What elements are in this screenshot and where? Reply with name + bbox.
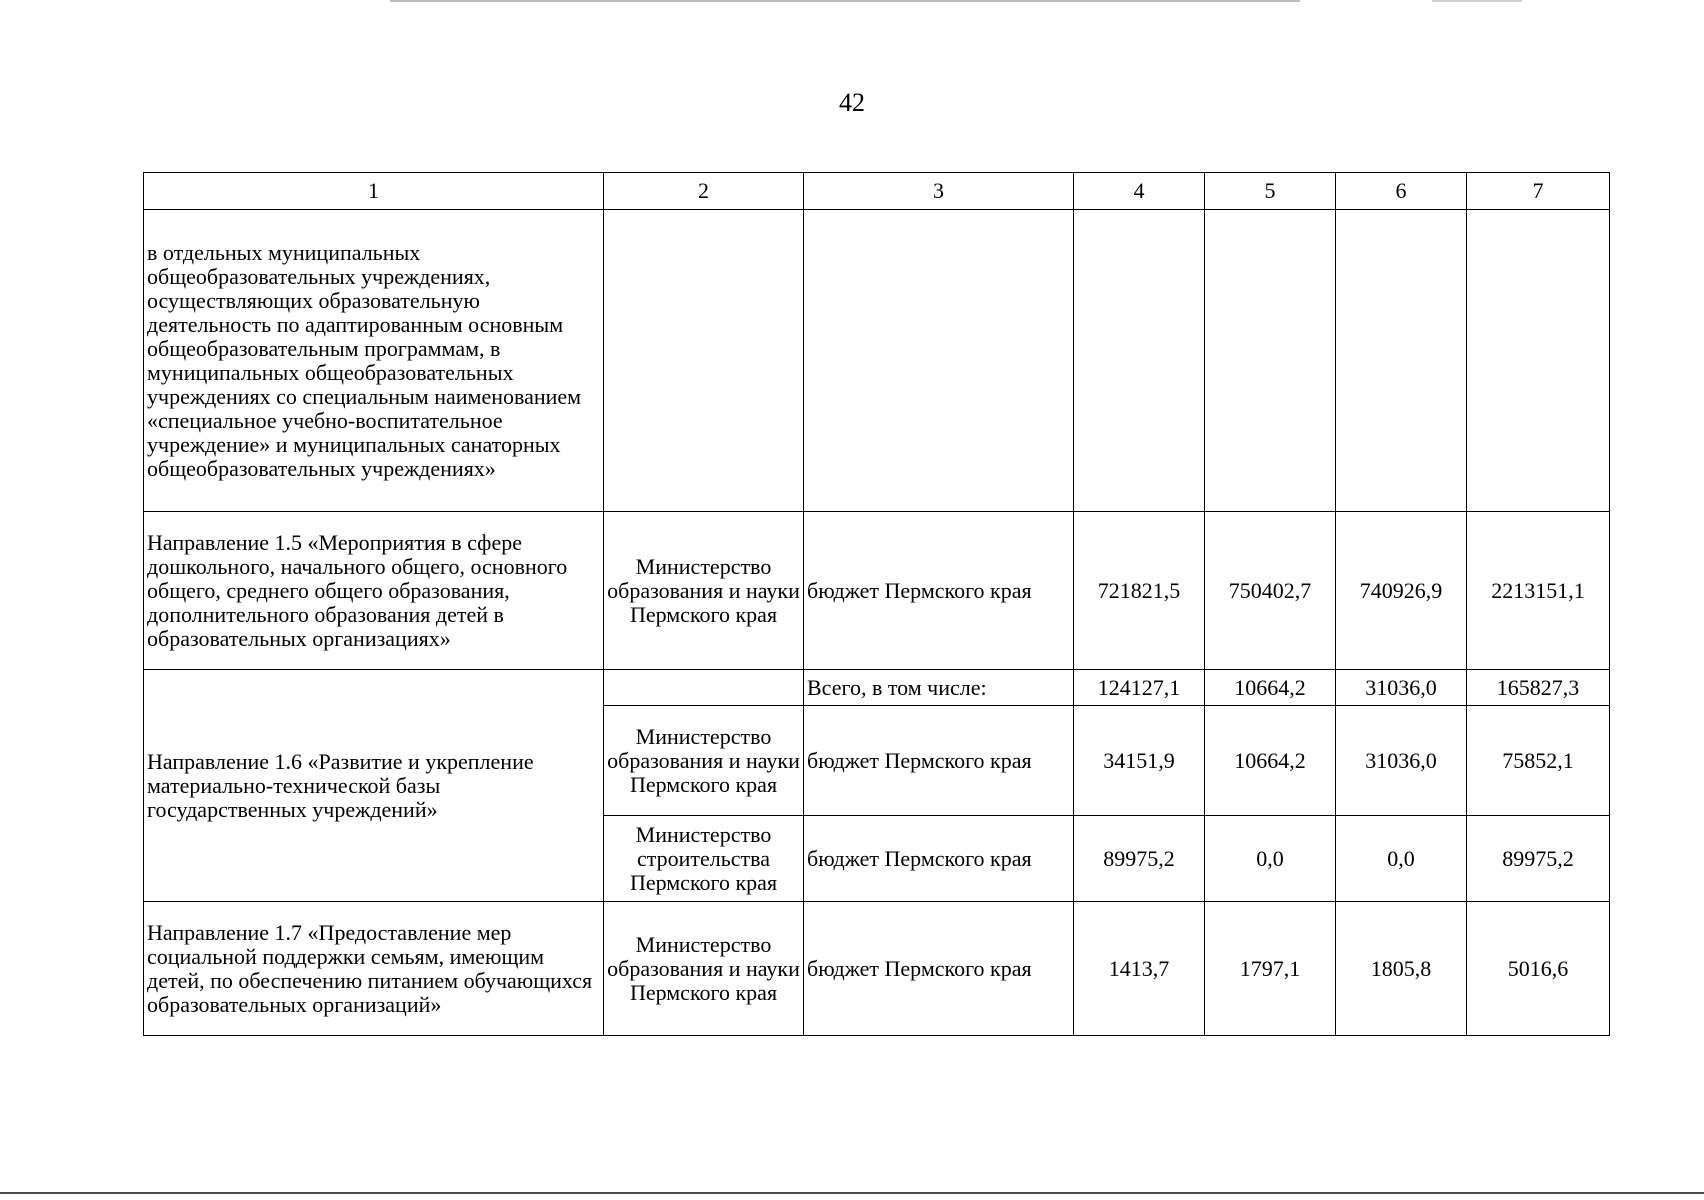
direction-1-7-value-5: 1797,1 bbox=[1205, 902, 1336, 1036]
empty-cell bbox=[1467, 210, 1610, 512]
table-row-continuation bbox=[144, 210, 1610, 512]
column-header-7: 7 bbox=[1467, 173, 1610, 210]
direction-1-5-value-6: 740926,9 bbox=[1336, 512, 1467, 670]
direction-1-6-description: Направление 1.6 «Развитие и укрепление материально-технической базы государственных учреждений» bbox=[144, 670, 604, 902]
direction-1-6-total-value-5: 10664,2 bbox=[1205, 670, 1336, 706]
table-row-direction-1-6-total bbox=[144, 670, 1610, 706]
empty-cell bbox=[1336, 210, 1467, 512]
column-header-4: 4 bbox=[1074, 173, 1205, 210]
continuation-description: в отдельных муниципальных общеобразовательных учреждениях, осуществляющих образовательную деятельность по адаптированным основным общеобразовательным программам, в муниципальных общеобразовательных учреждениях со специальным наименованием «специальное учебно-воспитательное учреждение» и муниципальных санаторных общеобразовательных учреждениях» bbox=[144, 210, 604, 512]
direction-1-6-sub1-value-4: 34151,9 bbox=[1074, 706, 1205, 816]
direction-1-6-sub1-value-6: 31036,0 bbox=[1336, 706, 1467, 816]
table-row-direction-1-5 bbox=[144, 512, 1610, 670]
direction-1-6-sub2-value-4: 89975,2 bbox=[1074, 816, 1205, 902]
direction-1-5-value-5: 750402,7 bbox=[1205, 512, 1336, 670]
direction-1-6-sub1-value-7: 75852,1 bbox=[1467, 706, 1610, 816]
direction-1-6-sub2-source: бюджет Пермского края bbox=[804, 816, 1074, 902]
direction-1-7-org: Министерство образования и науки Пермского края bbox=[604, 902, 804, 1036]
direction-1-7-value-6: 1805,8 bbox=[1336, 902, 1467, 1036]
scan-edge-top bbox=[390, 0, 1300, 2]
direction-1-5-value-4: 721821,5 bbox=[1074, 512, 1205, 670]
direction-1-6-total-org bbox=[604, 670, 804, 706]
page-number: 42 bbox=[839, 88, 865, 117]
direction-1-5-org: Министерство образования и науки Пермского края bbox=[604, 512, 804, 670]
direction-1-6-sub1-org: Министерство образования и науки Пермского края bbox=[604, 706, 804, 816]
direction-1-7-source: бюджет Пермского края bbox=[804, 902, 1074, 1036]
direction-1-5-description: Направление 1.5 «Мероприятия в сфере дошкольного, начального общего, основного общего, среднего общего образования, дополнительного образования детей в образовательных организациях» bbox=[144, 512, 604, 670]
direction-1-6-sub1-value-5: 10664,2 bbox=[1205, 706, 1336, 816]
column-header-6: 6 bbox=[1336, 173, 1467, 210]
direction-1-5-source: бюджет Пермского края bbox=[804, 512, 1074, 670]
direction-1-7-description: Направление 1.7 «Предоставление мер социальной поддержки семьям, имеющим детей, по обеспечению питанием обучающихся образовательных организаций» bbox=[144, 902, 604, 1036]
empty-cell bbox=[804, 210, 1074, 512]
empty-cell bbox=[1074, 210, 1205, 512]
column-header-3: 3 bbox=[804, 173, 1074, 210]
scan-edge-top-right bbox=[1432, 0, 1522, 2]
direction-1-6-total-source: Всего, в том числе: bbox=[804, 670, 1074, 706]
table-row-direction-1-7 bbox=[144, 902, 1610, 1036]
direction-1-6-sub2-value-7: 89975,2 bbox=[1467, 816, 1610, 902]
direction-1-7-value-7: 5016,6 bbox=[1467, 902, 1610, 1036]
direction-1-6-sub2-org: Министерство строительства Пермского края bbox=[604, 816, 804, 902]
scan-edge-bottom bbox=[0, 1192, 1704, 1194]
direction-1-6-total-value-7: 165827,3 bbox=[1467, 670, 1610, 706]
direction-1-7-value-4: 1413,7 bbox=[1074, 902, 1205, 1036]
table-header-row bbox=[144, 173, 1610, 210]
empty-cell bbox=[604, 210, 804, 512]
column-header-1: 1 bbox=[144, 173, 604, 210]
empty-cell bbox=[1205, 210, 1336, 512]
direction-1-6-sub1-source: бюджет Пермского края bbox=[804, 706, 1074, 816]
direction-1-6-total-value-6: 31036,0 bbox=[1336, 670, 1467, 706]
column-header-2: 2 bbox=[604, 173, 804, 210]
direction-1-5-value-7: 2213151,1 bbox=[1467, 512, 1610, 670]
direction-1-6-sub2-value-5: 0,0 bbox=[1205, 816, 1336, 902]
column-header-5: 5 bbox=[1205, 173, 1336, 210]
direction-1-6-sub2-value-6: 0,0 bbox=[1336, 816, 1467, 902]
budget-table bbox=[143, 172, 1610, 1036]
direction-1-6-total-value-4: 124127,1 bbox=[1074, 670, 1205, 706]
